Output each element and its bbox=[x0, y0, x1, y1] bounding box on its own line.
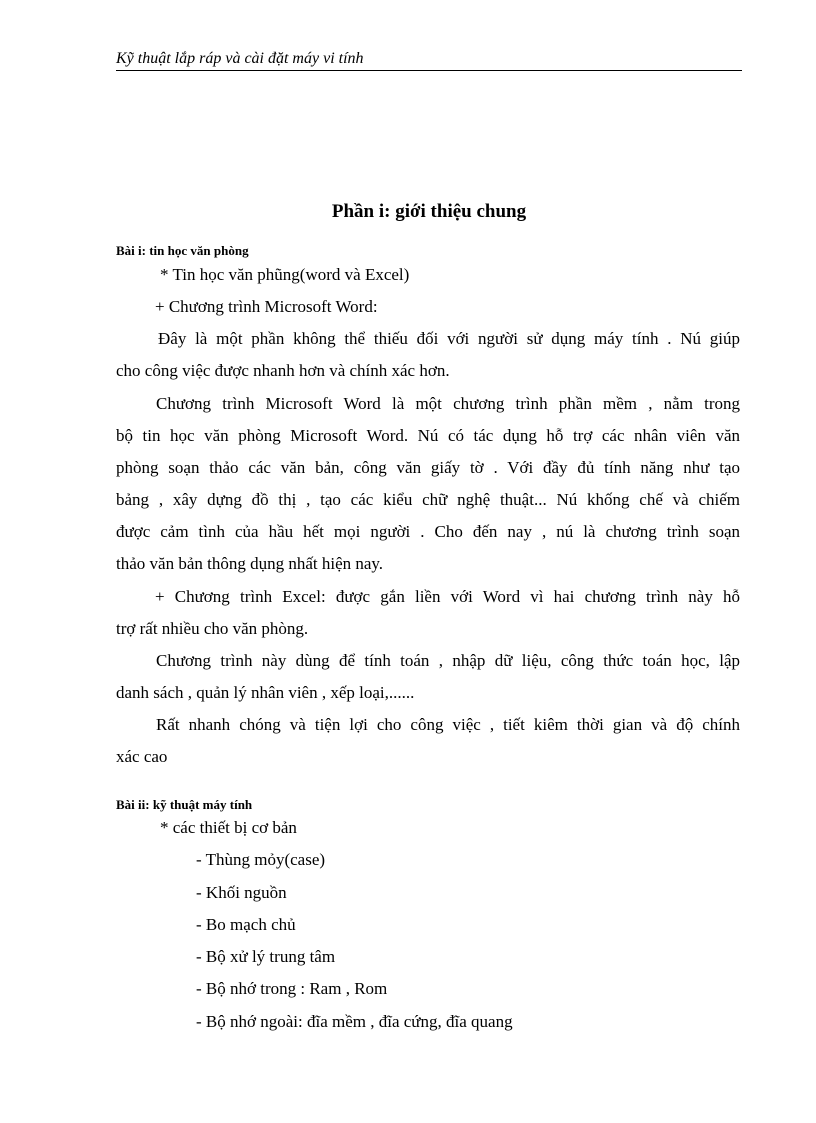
lesson-2-heading: Bài ii: kỹ thuật máy tính bbox=[116, 797, 253, 812]
paragraph-2-line-4: bảng , xây dựng đồ thị , tạo các kiểu chữ nghệ thuật... Nú khống chế và chiếm bbox=[116, 490, 740, 509]
paragraph-4-line-2: xác cao bbox=[116, 747, 168, 766]
paragraph-1-line-2: cho công việc được nhanh hơn và chính xác hơn. bbox=[116, 361, 450, 380]
paragraph-2-line-1: Chương trình Microsoft Word là một chương trình phần mềm , nằm trong bbox=[156, 394, 740, 413]
list-item: - Thùng mỏy(case) bbox=[196, 850, 326, 869]
list-item: - Bộ xử lý trung tâm bbox=[196, 947, 336, 966]
word-program-heading: + Chương trình Microsoft Word: bbox=[155, 297, 378, 316]
excel-line-1: + Chương trình Excel: được gắn liền với Word vì hai chương trình này hỗ bbox=[155, 587, 740, 606]
paragraph-2-line-5: được cảm tình của hầu hết mọi người . Cho đến nay , nú là chương trình soạn bbox=[116, 522, 740, 541]
excel-line-2: trợ rất nhiều cho văn phòng. bbox=[116, 619, 309, 638]
paragraph-1-line-1: Đây là một phần không thể thiếu đối với người sử dụng máy tính . Nú giúp bbox=[158, 329, 740, 348]
paragraph-2-line-6: thảo văn bản thông dụng nhất hiện nay. bbox=[116, 554, 384, 573]
running-header: Kỹ thuật lắp ráp và cài đặt máy vi tính bbox=[116, 48, 742, 71]
list-item: - Bo mạch chủ bbox=[196, 915, 296, 934]
paragraph-4-line-1: Rất nhanh chóng và tiện lợi cho công việc , tiết kiêm thời gian và độ chính bbox=[156, 715, 740, 734]
list-item: - Bộ nhớ ngoài: đĩa mềm , đĩa cứng, đĩa quang bbox=[196, 1012, 513, 1031]
paragraph-3-line-1: Chương trình này dùng để tính toán , nhập dữ liệu, công thức toán học, lập bbox=[156, 651, 740, 670]
lesson-1-bullet: * Tin học văn phũng(word và Excel) bbox=[160, 265, 410, 284]
paragraph-2-line-2: bộ tin học văn phòng Microsoft Word. Nú có tác dụng hỗ trợ các nhân viên văn bbox=[116, 426, 740, 445]
list-item: - Bộ nhớ trong : Ram , Rom bbox=[196, 979, 388, 998]
part-title: Phần i: giới thiệu chung bbox=[331, 201, 527, 222]
lesson-1-heading: Bài i: tin học văn phòng bbox=[116, 243, 249, 258]
paragraph-2-line-3: phòng soạn thảo các văn bản, công văn giấy tờ . Với đầy đủ tính năng như tạo bbox=[116, 458, 740, 477]
list-item: - Khối nguồn bbox=[196, 883, 287, 902]
lesson-2-bullet: * các thiết bị cơ bản bbox=[160, 818, 297, 837]
paragraph-3-line-2: danh sách , quản lý nhân viên , xếp loại,...... bbox=[116, 683, 415, 702]
